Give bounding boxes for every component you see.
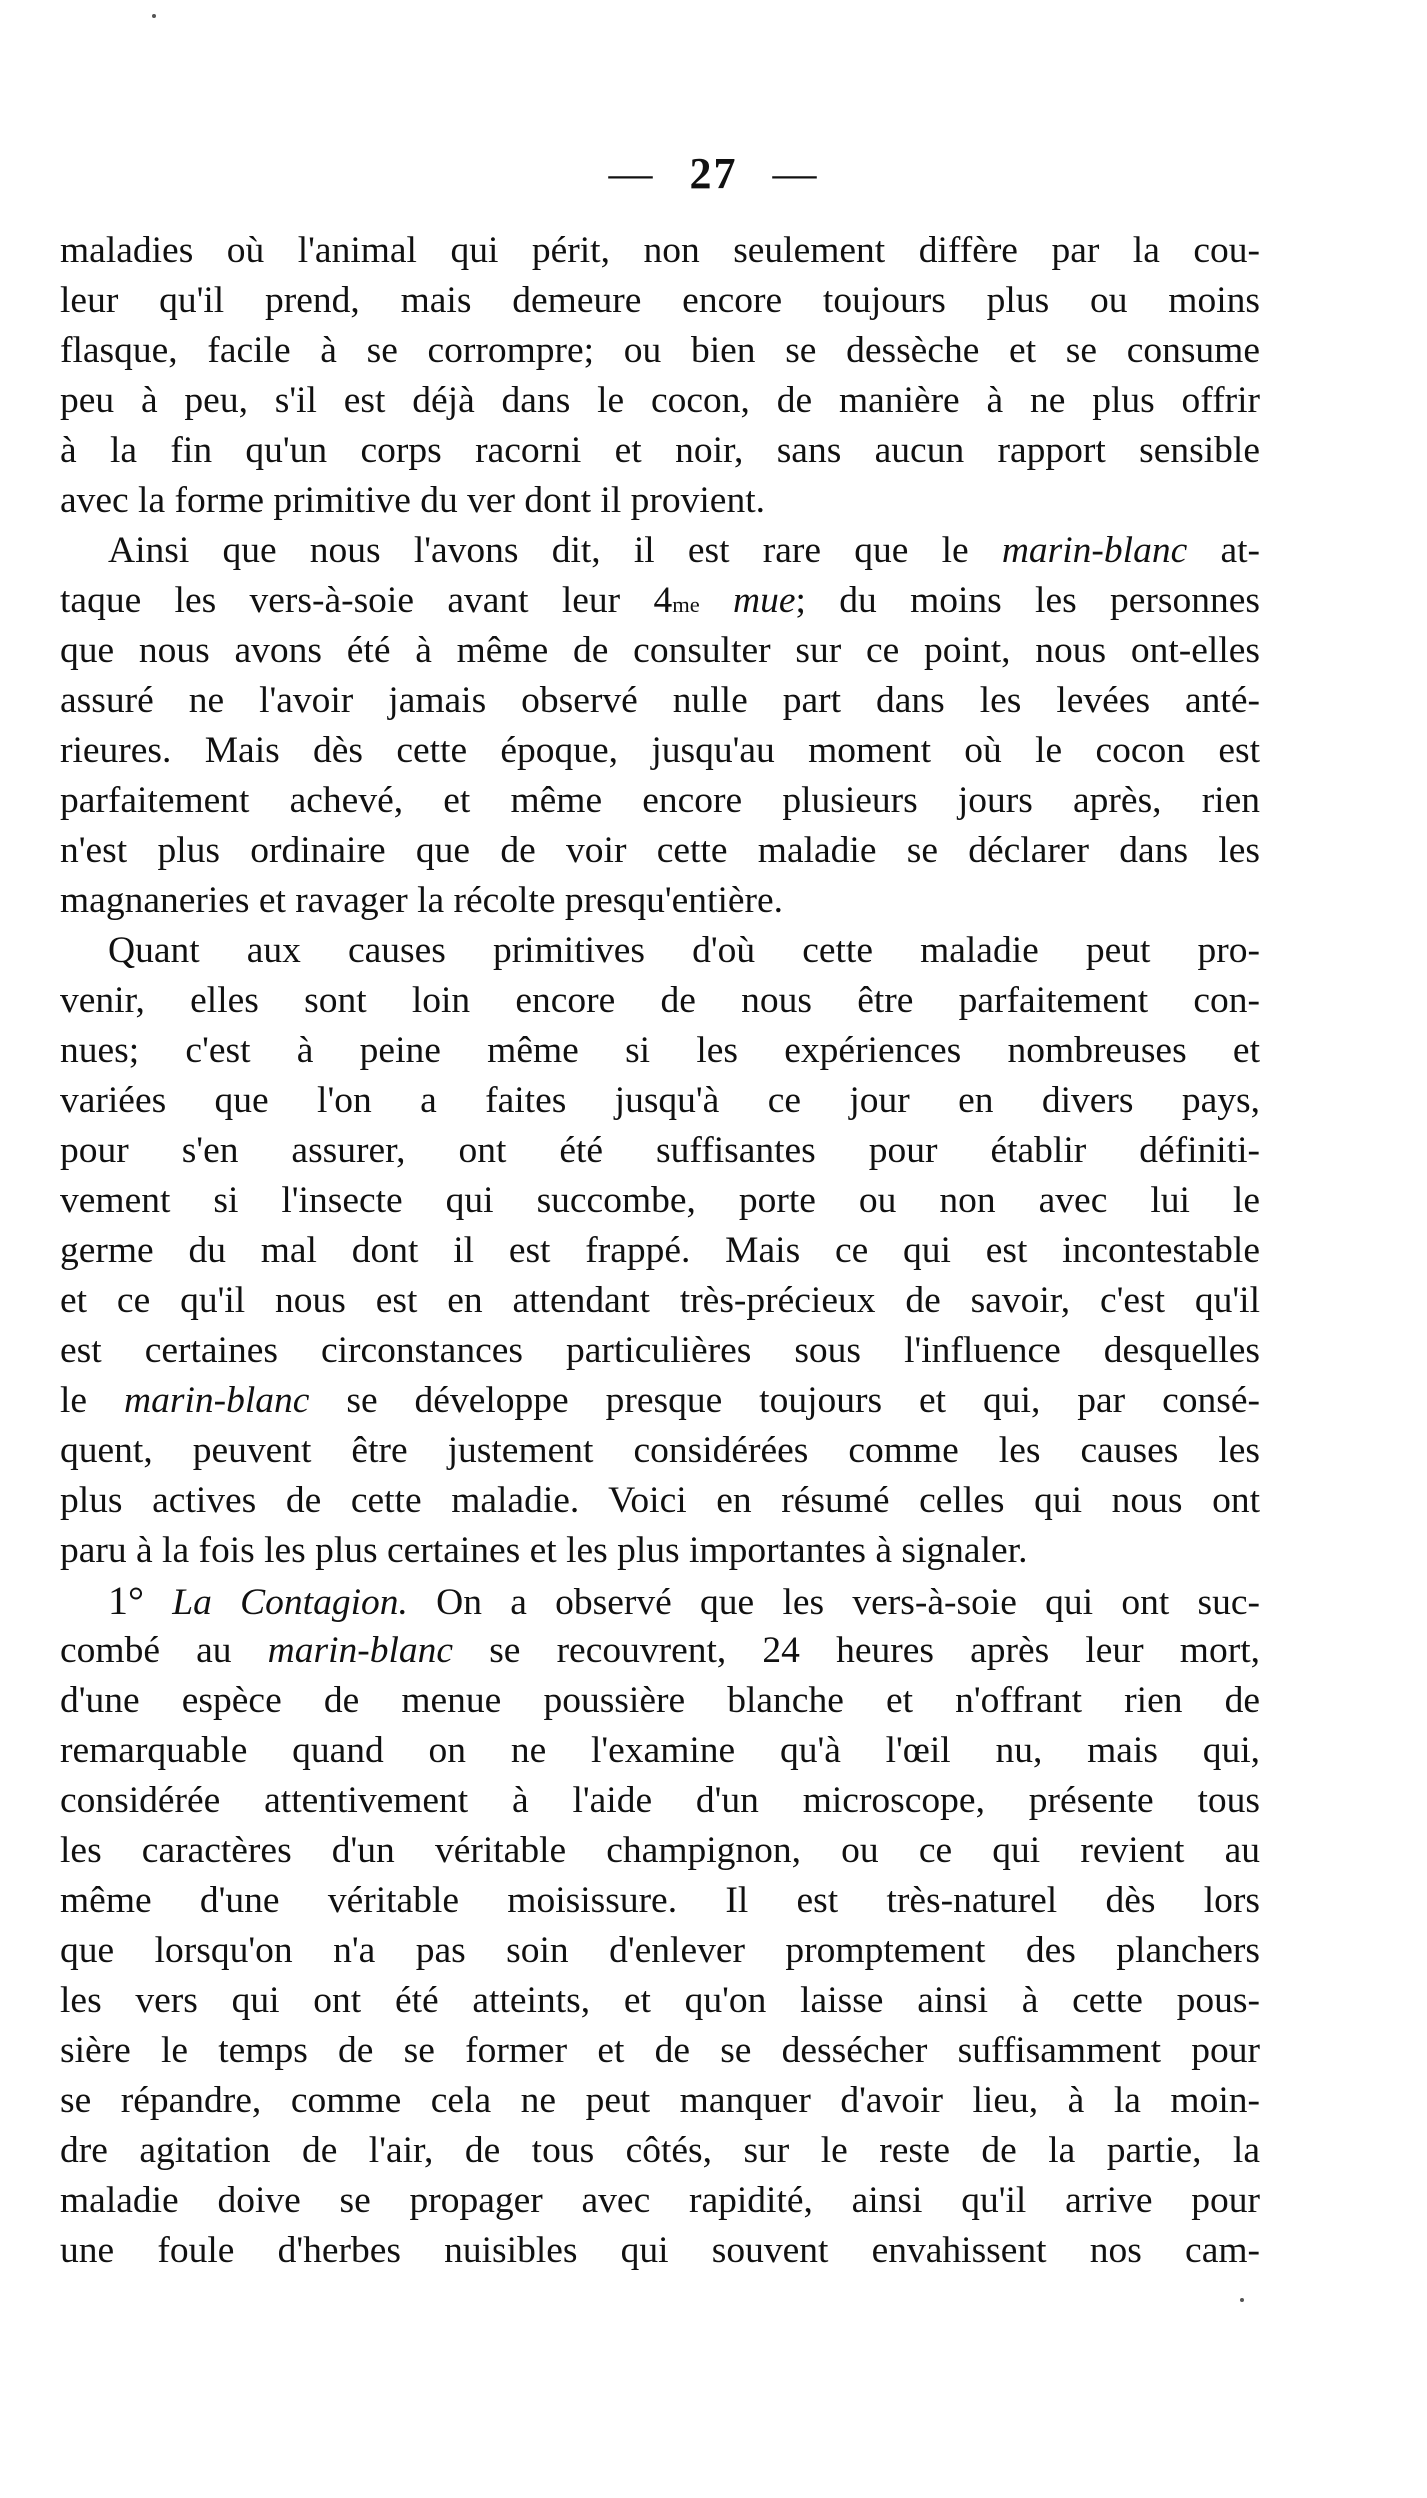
text-line: que lorsqu'on n'a pas soin d'enlever promptement des planchers <box>60 1930 1260 1971</box>
text-line: n'est plus ordinaire que de voir cette maladie se déclarer dans les <box>60 830 1260 871</box>
text-line: maladies où l'animal qui périt, non seulement diffère par la cou- <box>60 230 1260 271</box>
body-text <box>60 226 1260 2276</box>
page-number-value: 27 <box>689 149 738 198</box>
italic-term: marin-blanc <box>1001 530 1188 571</box>
italic-term: marin-blanc <box>267 1630 454 1671</box>
text-line: même d'une véritable moisissure. Il est très-naturel dès lors <box>60 1880 1260 1921</box>
text-line: quent, peuvent être justement considérées comme les causes les <box>60 1430 1260 1471</box>
text-line <box>60 1576 1260 1626</box>
text-line: vement si l'insecte qui succombe, porte ou non avec lui le <box>60 1180 1260 1221</box>
paragraph-1 <box>60 226 1260 526</box>
text-run: at- <box>1187 530 1260 571</box>
text-run: se recouvrent, 24 heures après leur mort, <box>453 1630 1260 1671</box>
text-line: maladie doive se propager avec rapidité, ainsi qu'il arrive pour <box>60 2180 1260 2221</box>
section-number: 1° <box>108 1578 144 1623</box>
text-line: peu à peu, s'il est déjà dans le cocon, de manière à ne plus offrir <box>60 380 1260 421</box>
text-line: magnaneries et ravager la récolte presqu'entière. <box>60 880 784 921</box>
text-line: à la fin qu'un corps racorni et noir, sans aucun rapport sensible <box>60 430 1260 471</box>
text-line: variées que l'on a faites jusqu'à ce jour en divers pays, <box>60 1080 1260 1121</box>
text-line: assuré ne l'avoir jamais observé nulle part dans les levées anté- <box>60 680 1260 721</box>
text-line: une foule d'herbes nuisibles qui souvent envahissent nos cam- <box>60 2230 1260 2271</box>
paper-speck <box>152 14 156 18</box>
text-line: avec la forme primitive du ver dont il provient. <box>60 480 765 521</box>
text-line: et ce qu'il nous est en attendant très-précieux de savoir, c'est qu'il <box>60 1280 1260 1321</box>
text-line: venir, elles sont loin encore de nous être parfaitement con- <box>60 980 1260 1021</box>
text-line: que nous avons été à même de consulter sur ce point, nous ont-elles <box>60 630 1260 671</box>
text-line: pour s'en assurer, ont été suffisantes pour établir définiti- <box>60 1130 1260 1171</box>
text-run: combé au <box>60 1630 268 1671</box>
text-run: ; du moins les personnes <box>795 580 1260 621</box>
paragraph-3 <box>60 926 1260 1576</box>
text-run: le <box>60 1380 125 1421</box>
text-run: Ainsi que nous l'avons dit, il est rare que le <box>108 530 1002 571</box>
page-number-dash-left: — <box>608 149 655 198</box>
text-line: se répandre, comme cela ne peut manquer d'avoir lieu, à la moin- <box>60 2080 1260 2121</box>
text-line <box>60 1376 1260 1426</box>
text-line <box>60 526 1260 576</box>
text-line: d'une espèce de menue poussière blanche et n'offrant rien de <box>60 1680 1260 1721</box>
text-line: leur qu'il prend, mais demeure encore toujours plus ou moins <box>60 280 1260 321</box>
text-line: les vers qui ont été atteints, et qu'on laisse ainsi à cette pous- <box>60 1980 1260 2021</box>
paper-speck <box>1240 2298 1244 2302</box>
italic-term: marin-blanc <box>124 1380 310 1421</box>
text-line: nues; c'est à peine même si les expériences nombreuses et <box>60 1030 1260 1071</box>
text-line: dre agitation de l'air, de tous côtés, sur le reste de la partie, la <box>60 2130 1260 2171</box>
text-line: flasque, facile à se corrompre; ou bien se dessèche et se consume <box>60 330 1260 371</box>
page-number <box>0 148 1427 199</box>
text-line: plus actives de cette maladie. Voici en résumé celles qui nous ont <box>60 1480 1260 1521</box>
text-line: est certaines circonstances particulières sous l'influence desquelles <box>60 1330 1260 1371</box>
text-line: les caractères d'un véritable champignon, ou ce qui revient au <box>60 1830 1260 1871</box>
page-number-dash-right: — <box>772 149 819 198</box>
text-run: On a observé que les vers-à-soie qui ont suc- <box>407 1582 1261 1623</box>
text-line: considérée attentivement à l'aide d'un microscope, présente tous <box>60 1780 1260 1821</box>
text-line: parfaitement achevé, et même encore plusieurs jours après, rien <box>60 780 1260 821</box>
italic-term: mue <box>733 580 796 621</box>
italic-heading: La Contagion. <box>172 1582 408 1623</box>
text-run: taque les vers-à-soie avant leur 4 <box>60 580 673 621</box>
text-line: sière le temps de se former et de se dessécher suffisamment pour <box>60 2030 1260 2071</box>
paragraph-4 <box>60 1576 1260 2276</box>
text-run: se développe presque toujours et qui, par consé- <box>309 1380 1260 1421</box>
text-line: remarquable quand on ne l'examine qu'à l'œil nu, mais qui, <box>60 1730 1260 1771</box>
text-line <box>60 576 1260 626</box>
text-line: rieures. Mais dès cette époque, jusqu'au moment où le cocon est <box>60 730 1260 771</box>
text-line: germe du mal dont il est frappé. Mais ce qui est incontestable <box>60 1230 1260 1271</box>
ordinal-superscript: me <box>672 592 700 617</box>
text-line: paru à la fois les plus certaines et les plus importantes à signaler. <box>60 1530 1028 1571</box>
text-line <box>60 1626 1260 1676</box>
text-line: Quant aux causes primitives d'où cette maladie peut pro- <box>108 930 1260 971</box>
paragraph-2 <box>60 526 1260 926</box>
